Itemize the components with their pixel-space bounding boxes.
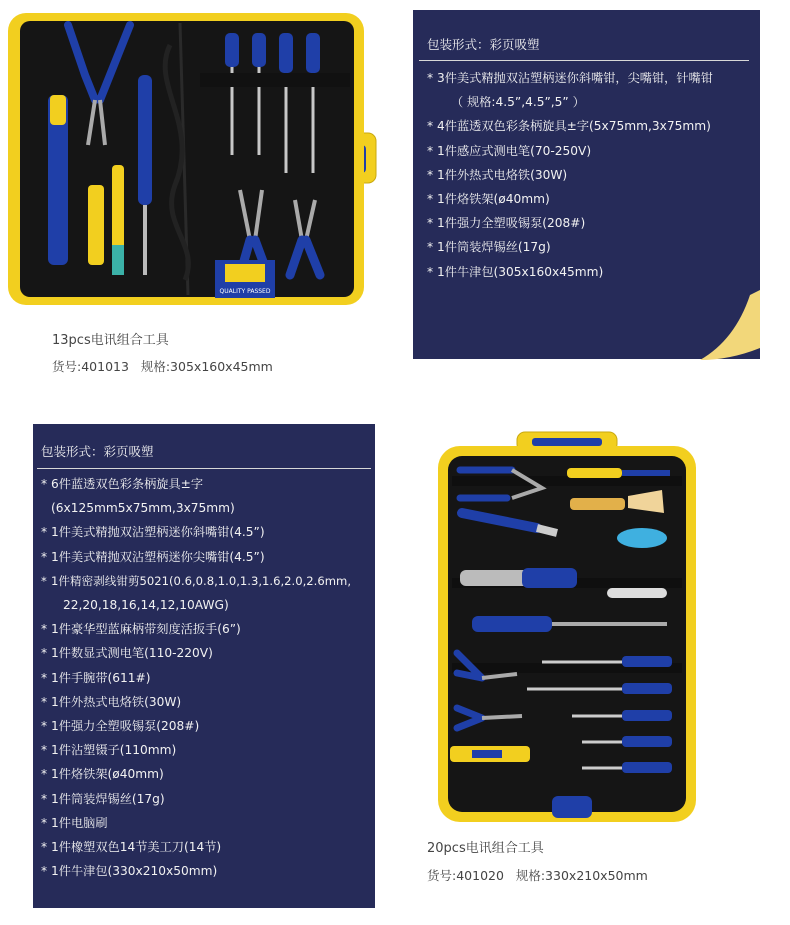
list-item: * 1件美式精抛双沾塑柄迷你斜嘴钳(4.5”) [41,525,265,540]
divider [419,60,749,61]
list-item: * 1件豪华型蓝麻柄带刻度活扳手(6”) [41,622,241,637]
product-2-info-panel [33,424,375,908]
list-item: * 1件外热式电烙铁(30W) [427,167,568,182]
list-item: * 1件强力全塑吸锡泵(208#) [427,216,586,231]
list-item: 22,20,18,16,14,12,10AWG) [63,598,229,613]
list-item: * 1件筒装焊锡丝(17g) [427,240,551,255]
spec-list [427,66,713,284]
list-item: * 4件蓝透双色彩条柄旋具±字(5x75mm,3x75mm) [427,119,711,134]
quality-logo-text: QUALITY PASSED [219,288,271,295]
list-item: * 1件强力全塑吸锡泵(208#) [41,719,200,734]
list-item: * 1件外热式电烙铁(30W) [41,694,182,709]
list-item: (6x125mm5x75mm,3x75mm) [51,501,235,516]
list-item: （ 规格:4.5”,4.5”,5” ） [451,95,585,110]
product-2-name: 20pcs电讯组合工具 [427,841,544,856]
list-item: * 1件筒装焊锡丝(17g) [41,791,165,806]
product-2-photo [432,428,702,828]
list-item: * 6件蓝透双色彩条柄旋具±字 [41,477,204,491]
divider [37,468,371,469]
list-item: * 1件感应式测电笔(70-250V) [427,143,592,158]
product-1-name: 13pcs电讯组合工具 [52,333,169,348]
spec-list [41,472,351,883]
list-item: * 1件美式精抛双沾塑柄迷你尖嘴钳(4.5”) [41,549,265,564]
list-item: * 1件数显式测电笔(110-220V) [41,646,213,661]
packaging-title: 包装形式：彩页吸塑 [427,37,540,52]
list-item: * 1件橡塑双色14节美工刀(14节) [41,840,222,855]
list-item: * 3件美式精抛双沾塑柄迷你斜嘴钳，尖嘴钳，针嘴钳 [427,71,713,85]
list-item: * 1件牛津包(305x160x45mm) [427,264,604,279]
product-2-spec: 货号:401020 规格:330x210x50mm [427,868,648,883]
product-1-photo [0,5,380,310]
list-item: * 1件电脑刷 [41,815,108,830]
list-item: * 1件牛津包(330x210x50mm) [41,864,218,879]
packaging-title: 包装形式：彩页吸塑 [41,444,154,459]
list-item: * 1件烙铁架(ø40mm) [427,192,550,207]
product-1-spec: 货号:401013 规格:305x160x45mm [52,359,273,374]
list-item: * 1件沾塑镊子(110mm) [41,743,177,758]
list-item: * 1件烙铁架(ø40mm) [41,767,164,782]
page-curl [690,290,762,362]
list-item: * 1件精密剥线钳剪5021(0.6,0.8,1.0,1.3,1.6,2.0,2.6mm, [41,573,352,588]
list-item: * 1件手腕带(611#) [41,670,151,685]
